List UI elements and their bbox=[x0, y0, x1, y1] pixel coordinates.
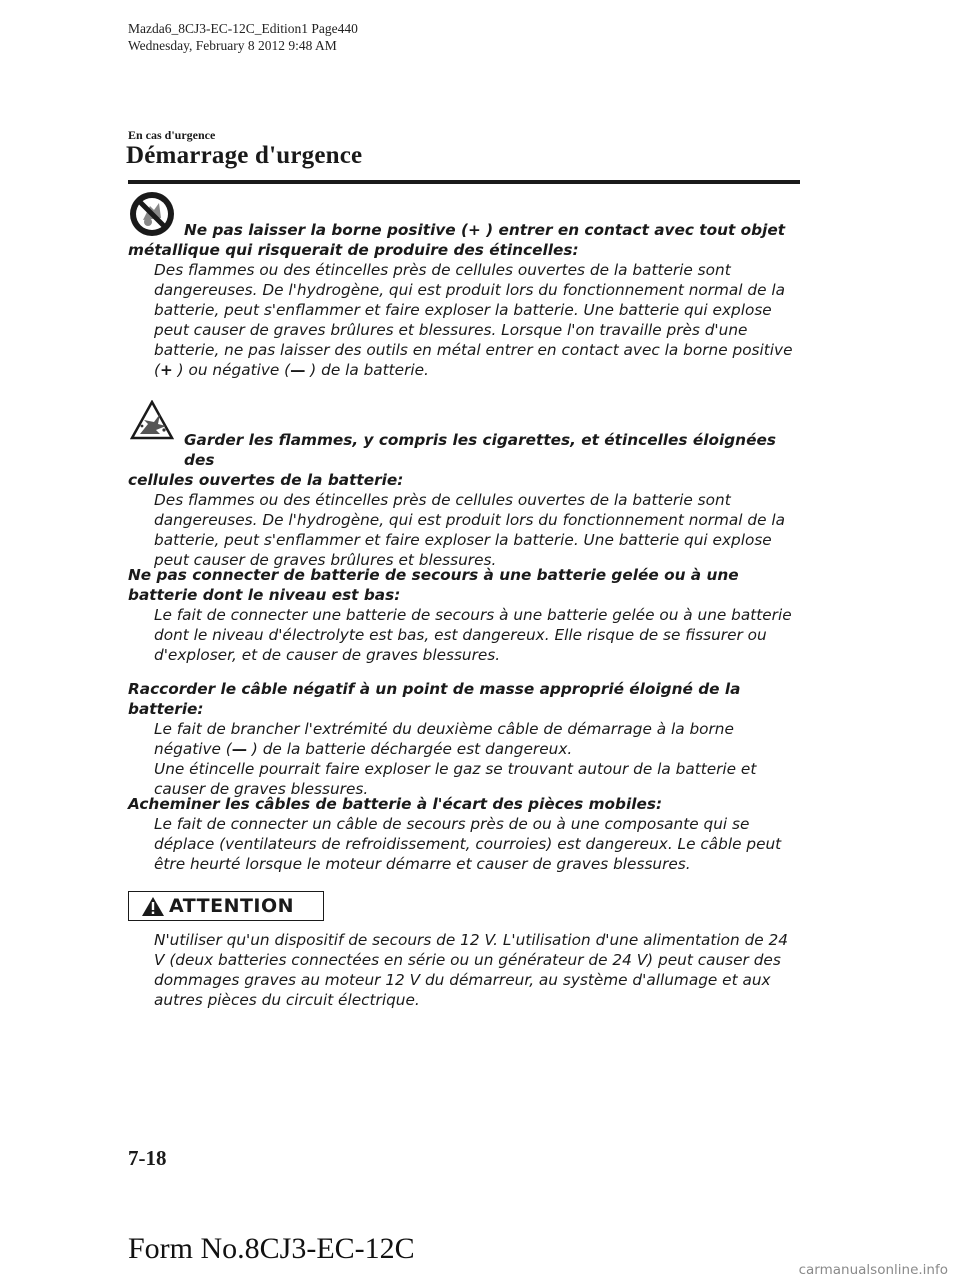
warning-body: Des flammes ou des étincelles près de cellules ouvertes de la batterie sont dangereuses. De l'hydrogène, qui est produit lors du fonctionnement normal de la batterie, peut s'enflammer et faire exploser la batterie. Une batterie qui explose peut causer de graves brûlures et blessures. Lorsque l'on travaille près d'une batterie, ne pas laisser des outils en métal entrer en contact avec la borne positive (+ ) ou négative (— ) de la batterie. bbox=[154, 261, 793, 379]
warning-body: Le fait de connecter un câble de secours près de ou à une composante qui se déplace (ventilateurs de refroidissement, courroies) est dangereux. Le câble peut être heurté lorsque le moteur démarre et causer de graves blessures. bbox=[154, 815, 782, 873]
warning-moving-parts bbox=[128, 794, 800, 874]
watermark: carmanualsonline.info bbox=[798, 1262, 948, 1278]
warning-frozen-battery bbox=[128, 565, 800, 665]
attention-badge bbox=[128, 891, 324, 921]
warning-heading-cont: cellules ouvertes de la batterie: bbox=[128, 471, 404, 489]
section-label: En cas d'urgence bbox=[128, 128, 216, 142]
warning-heading: Garder les flammes, y compris les cigarettes, et étincelles éloignées des bbox=[184, 431, 776, 469]
caution-triangle-icon bbox=[141, 896, 165, 917]
warning-heading: Ne pas laisser la borne positive (+ ) entrer en contact avec tout objet bbox=[184, 221, 786, 239]
warning-heading: Acheminer les câbles de batterie à l'écart des pièces mobiles: bbox=[128, 795, 663, 813]
warning-body: Des flammes ou des étincelles près de cellules ouvertes de la batterie sont dangereuses. De l'hydrogène, qui est produit lors du fonctionnement normal de la batterie, peut s'enflammer et faire exploser la batterie. Une batterie qui explose peut causer de graves brûlures et blessures. bbox=[154, 491, 786, 569]
warning-body: Le fait de brancher l'extrémité du deuxième câble de démarrage à la borne négative (— ) de la batterie déchargée est dangereux. bbox=[154, 720, 734, 758]
warning-negative-cable bbox=[128, 679, 800, 799]
attention-label: ATTENTION bbox=[169, 895, 295, 917]
print-header-line1: Mazda6_8CJ3-EC-12C_Edition1 Page440 bbox=[128, 21, 358, 36]
page-number: 7-18 bbox=[128, 1146, 167, 1170]
page-title: Démarrage d'urgence bbox=[126, 142, 363, 169]
warning-flames bbox=[128, 430, 800, 570]
title-rule bbox=[128, 180, 800, 184]
warning-heading-cont: métallique qui risquerait de produire des étincelles: bbox=[128, 241, 579, 259]
attention-body: N'utiliser qu'un dispositif de secours de 12 V. L'utilisation d'une alimentation de 24 V (deux batteries connectées en série ou un générateur de 24 V) peut causer des dommages graves au moteur 12 V du démarreur, au système d'allumage et aux autres pièces du circuit électrique. bbox=[154, 931, 789, 1009]
warning-heading: Raccorder le câble négatif à un point de masse approprié éloigné de la batterie: bbox=[128, 680, 741, 718]
print-header bbox=[128, 20, 358, 54]
attention-note bbox=[128, 930, 800, 1010]
warning-body: Le fait de connecter une batterie de secours à une batterie gelée ou à une batterie dont le niveau d'électrolyte est bas, est dangereux. Elle risque de se fissurer ou d'exploser, et de causer de graves blessures. bbox=[154, 606, 792, 664]
warning-heading: Ne pas connecter de batterie de secours à une batterie gelée ou à une batterie dont le niveau est bas: bbox=[128, 566, 739, 604]
warning-metal-contact bbox=[128, 220, 800, 380]
form-number: Form No.8CJ3-EC-12C bbox=[128, 1232, 415, 1265]
print-header-line2: Wednesday, February 8 2012 9:48 AM bbox=[128, 38, 337, 53]
warning-body-2: Une étincelle pourrait faire exploser le gaz se trouvant autour de la batterie et causer de graves blessures. bbox=[154, 760, 757, 798]
